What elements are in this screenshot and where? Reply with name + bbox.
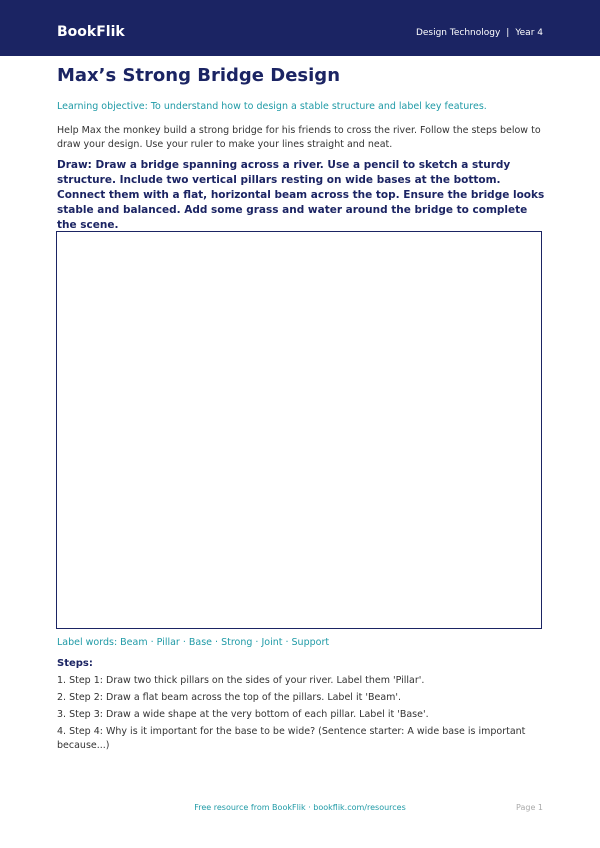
header-separator: | [506, 28, 510, 38]
label-words: Label words: Beam · Pillar · Base · Strong · Joint · Support [57, 637, 330, 648]
brand-logo[interactable]: BookFlik [57, 24, 125, 40]
drawing-area[interactable] [56, 231, 542, 629]
page-title: Max’s Strong Bridge Design [57, 65, 341, 86]
footer-source-link[interactable]: Free resource from BookFlik · bookflik.com/resources [194, 803, 406, 812]
draw-instruction: Draw: Draw a bridge spanning across a river. Use a pencil to sketch a sturdy structure. Include two vertical pillars resting on wide bases at the bottom. Connect them with a flat, horizontal beam across the top. Ensure the bridge looks stable and balanced. Add some grass and water around the bridge to complete the scene. [57, 159, 545, 231]
page-number: Page 1 [516, 803, 543, 812]
learning-objective: Learning objective: To understand how to design a stable structure and label key features. [57, 101, 487, 112]
step-item: 3. Step 3: Draw a wide shape at the very bottom of each pillar. Label it 'Base'. [57, 709, 429, 720]
subject-label: Design Technology [415, 28, 501, 38]
step-item: 1. Step 1: Draw two thick pillars on the sides of your river. Label them 'Pillar'. [57, 675, 425, 686]
step-item: 4. Step 4: Why is it important for the base to be wide? (Sentence starter: A wide base is important because...) [57, 726, 526, 751]
intro-paragraph: Help Max the monkey build a strong bridge for his friends to cross the river. Follow the steps below to draw your design. Use your ruler to make your lines straight and neat. [57, 125, 541, 150]
steps-heading: Steps: [57, 658, 93, 669]
year-label: Year 4 [515, 28, 543, 38]
header-subject-info [416, 27, 543, 39]
step-item: 2. Step 2: Draw a flat beam across the top of the pillars. Label it 'Beam'. [57, 692, 402, 703]
steps-list [57, 674, 527, 756]
header-bar [0, 0, 600, 56]
